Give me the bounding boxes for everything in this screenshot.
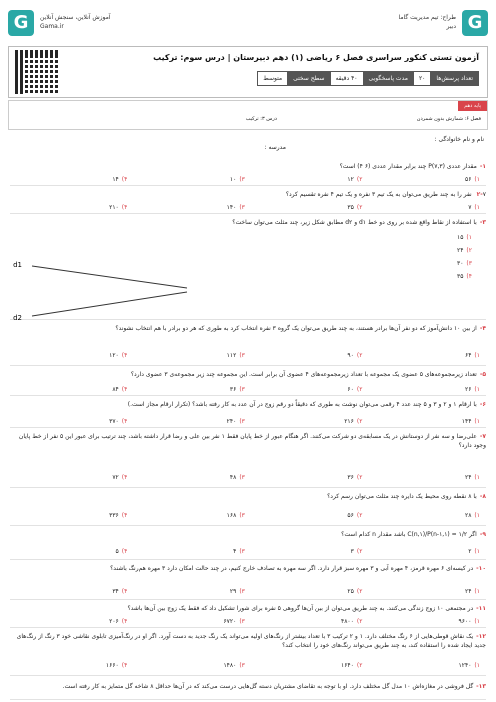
question-body: از بین ۱۰ دانش‌آموز که دو نفر آن‌ها برادر هستند، به چند طریق می‌توان یک گروه ۳ نفره انتخاب کرد به طوری که هر دو برادر با هم انتخاب نشوند؟ — [115, 325, 477, 332]
qr-code-icon — [15, 50, 59, 94]
answer-options — [16, 386, 480, 393]
option-value: ۴۸ — [229, 474, 237, 481]
option-value: ۹۶۰۰ — [458, 618, 472, 625]
option-number: ۳) — [239, 548, 245, 555]
answer-option-1[interactable] — [369, 662, 480, 669]
option-value: ۷۲ — [112, 474, 119, 481]
question-number: ۳- — [479, 219, 486, 226]
option-number: ۳) — [239, 588, 245, 595]
option-value: ۶۰ — [347, 386, 354, 393]
question-11 — [10, 602, 486, 628]
answer-option-4[interactable] — [16, 386, 127, 393]
answer-option-2[interactable] — [251, 386, 362, 393]
question-text — [16, 564, 486, 573]
option-value: ۲۴ — [464, 474, 472, 481]
gama-logo-icon-left: G — [8, 10, 34, 36]
question-text — [16, 604, 486, 613]
question-text — [16, 324, 486, 333]
answer-options — [16, 418, 480, 425]
school-label: مدرسه : — [264, 144, 286, 151]
question-text — [16, 400, 486, 409]
answer-option-1[interactable] — [369, 386, 480, 393]
question-10 — [10, 562, 486, 600]
designer-info — [399, 13, 456, 31]
option-value: ۵۶ — [464, 176, 472, 183]
answer-option-3[interactable] — [134, 418, 245, 425]
option-number: ۲) — [356, 474, 363, 481]
answer-option-2[interactable] — [251, 588, 362, 595]
meta-question-count-label: تعداد پرسش‌ها — [430, 72, 478, 85]
question-number: ۱۲- — [476, 633, 486, 640]
student-name-label: نام و نام خانوادگی : — [434, 136, 484, 143]
option-value: ۶۷۲۰ — [223, 618, 237, 625]
answer-option-3[interactable] — [134, 662, 245, 669]
line-d2 — [32, 292, 187, 316]
option-number: ۲) — [356, 386, 363, 393]
answer-options — [16, 176, 480, 183]
answer-option-1[interactable] — [369, 588, 480, 595]
option-number: ۱) — [474, 474, 480, 481]
option-number: ۴) — [121, 386, 128, 393]
question-body: با ۸ نقطه روی محیط یک دایره چند مثلث می‌توان رسم کرد؟ — [327, 493, 477, 500]
question-number: ۱۱- — [476, 605, 486, 612]
option-number: ۴) — [121, 352, 128, 359]
option-number: ۴) — [121, 588, 128, 595]
exam-info-box — [8, 46, 488, 98]
option-value: ۱۴ — [112, 176, 119, 183]
answer-options — [16, 588, 480, 595]
question-8 — [10, 490, 486, 526]
question-5 — [10, 368, 486, 396]
question-text — [16, 370, 486, 379]
option-value: ۲۶ — [464, 386, 472, 393]
question-body: در مجتمعی ۱۰ زوج زندگی می‌کنند. به چند طریق می‌توان از بین آن‌ها گروهی ۵ نفره برای شورا تشکیل داد که فقط یک زوج بین آن‌ها باشد؟ — [127, 605, 474, 612]
option-number: ۲) — [356, 176, 363, 183]
option-number: ۲) — [356, 548, 363, 555]
option-value: ۲۱۰ — [109, 204, 119, 211]
option-value: ۲۴۰ — [226, 418, 237, 425]
option-number: ۴) — [121, 176, 128, 183]
question-13 — [10, 680, 486, 700]
answer-option-1[interactable] — [369, 618, 480, 625]
exam-meta-bar — [257, 71, 479, 86]
question-number: ۱- — [479, 163, 486, 170]
meta-duration: ۴۰ دقیقه — [330, 72, 363, 85]
option-value: ۱۵ — [456, 234, 464, 241]
option-value: ۲۹ — [229, 588, 237, 595]
option-number: ۴) — [121, 548, 128, 555]
answer-option-1[interactable] — [457, 234, 472, 241]
question-body: یک نقاش قوطی‌هایی از ۶ رنگ مختلف دارد. ۱ و ۲ ترکیب ۳ با تعداد بیشتر از رنگ‌های اولیه می‌تواند یک رنگ جدید به دست آورد. اگر او در رنگ‌آمیزی تابلوی نقاشی خود ۳ رنگ از رنگ‌های جدید ایجاد شده را استفاده کند، به چند طریق می‌تواند رنگ‌های خود را انتخاب کند؟ — [16, 633, 486, 649]
line-d1 — [32, 266, 187, 288]
option-value: ۱۴۸۰ — [223, 662, 237, 669]
option-value: ۵ — [115, 548, 119, 555]
option-value: ۶۴ — [464, 352, 472, 359]
option-number: ۱) — [474, 662, 480, 669]
option-number: ۴) — [121, 618, 128, 625]
answer-options — [16, 618, 480, 625]
question-text — [16, 432, 486, 450]
option-value: ۳۷۰ — [109, 418, 119, 425]
answer-option-4[interactable] — [16, 662, 127, 669]
answer-options — [16, 548, 480, 555]
answer-option-3[interactable] — [134, 618, 245, 625]
option-number: ۱) — [474, 418, 480, 425]
meta-difficulty-label: سطح سختی — [287, 72, 329, 85]
meta-question-count: ۲۰ — [413, 72, 430, 85]
label-d1: d1 — [13, 261, 22, 269]
option-value: ۲۵ — [347, 588, 354, 595]
option-value: ۱۲۴۰ — [458, 662, 472, 669]
option-number: ۲) — [466, 247, 472, 254]
option-number: ۱) — [474, 548, 480, 555]
option-value: ۲۴ — [456, 247, 464, 254]
answer-option-2[interactable] — [251, 352, 362, 359]
answer-option-2[interactable] — [251, 474, 362, 481]
question-6 — [10, 398, 486, 428]
answer-option-2[interactable] — [251, 548, 362, 555]
answer-option-3[interactable] — [134, 352, 245, 359]
grade-tag: پایه دهم — [458, 101, 487, 111]
answer-option-3[interactable] — [134, 386, 245, 393]
meta-difficulty: متوسط — [263, 75, 283, 82]
answer-option-1[interactable] — [369, 418, 480, 425]
answer-option-3[interactable] — [134, 474, 245, 481]
section-box — [8, 100, 488, 130]
option-number: ۲) — [356, 618, 363, 625]
question-text — [16, 162, 486, 171]
answer-option-4[interactable] — [16, 204, 127, 211]
answer-option-4[interactable] — [16, 418, 127, 425]
chapter-label: فصل ۶: شمارش بدون شمردن — [416, 116, 481, 122]
meta-duration-label: مدت پاسخگویی — [363, 72, 413, 85]
question-12 — [10, 630, 486, 676]
option-value: ۲۸ — [464, 512, 472, 519]
question-body: علی‌رضا و سه نفر از دوستانش در یک مسابقه‌ی دو شرکت می‌کنند. اگر هنگام عبور از خط پایان فقط ۱ نفر بین علی و رضا قرار داشته باشد، چند ترتیب برای عبور این ۵ نفر از خط پایان وجود دارد؟ — [18, 433, 486, 449]
site-url: Gama.ir — [40, 23, 64, 30]
answer-option-1[interactable] — [369, 204, 480, 211]
answer-option-2[interactable] — [251, 618, 362, 625]
answer-option-4[interactable] — [16, 618, 127, 625]
answer-option-2[interactable] — [251, 512, 362, 519]
option-value: ۳۳۶ — [109, 512, 119, 519]
option-value: ۱۴۰ — [226, 204, 237, 211]
question-body: تعداد زیرمجموعه‌های ۵ عضوی یک مجموعه با تعداد زیرمجموعه‌های ۴ عضوی آن برابر است. این مجموعه چند زیر مجموعه‌ی ۳ عضوی دارد؟ — [130, 371, 477, 378]
option-value: ۳ — [350, 548, 354, 555]
option-number: ۴) — [121, 512, 128, 519]
option-number: ۳) — [239, 512, 245, 519]
option-number: ۴) — [121, 418, 128, 425]
question-body: مقدار عددی (۷,۳)P چند برابر مقدار عددی (۶ ۴) است؟ — [339, 163, 477, 170]
question-text — [16, 190, 486, 199]
option-number: ۱) — [474, 386, 480, 393]
option-number: ۴) — [121, 662, 128, 669]
option-number: ۱) — [474, 352, 480, 359]
question-2 — [10, 188, 486, 214]
question-1 — [10, 160, 486, 186]
answer-options — [457, 234, 472, 286]
option-number: ۲) — [356, 352, 363, 359]
option-value: ۱۰ — [229, 176, 237, 183]
question-number: ۱۳- — [476, 683, 486, 690]
option-number: ۴) — [121, 204, 128, 211]
lesson-label: درس ۳: ترکیب — [245, 116, 277, 122]
option-number: ۱) — [474, 176, 480, 183]
site-slogan: آموزش آنلاین، سنجش آنلاین — [40, 14, 111, 21]
answer-option-2[interactable] — [457, 247, 472, 254]
option-value: ۲۱۶ — [344, 418, 354, 425]
option-number: ۲) — [356, 512, 363, 519]
question-body: اگر ۱/۲ = C(n,۱)/P(n-۱,۱) باشد مقدار n کدام است؟ — [341, 531, 477, 538]
question-9 — [10, 528, 486, 560]
option-value: ۱۶۴۰ — [340, 662, 354, 669]
answer-options — [16, 352, 480, 359]
answer-option-4[interactable] — [16, 474, 127, 481]
label-d2: d2 — [13, 314, 22, 322]
answer-option-4[interactable] — [16, 352, 127, 359]
question-body: گل فروشی در مغازه‌اش ۱۰ مدل گل مختلف دارد. او با توجه به تقاضای مشتریان دسته گل‌هایی درست می‌کند که در آن‌ها حداقل ۸ شاخه گل متمایز به کار رفته است. — [62, 683, 474, 690]
option-value: ۳۵ — [456, 273, 464, 280]
option-number: ۳) — [239, 204, 245, 211]
page-header — [8, 10, 488, 44]
option-value: ۴ — [233, 548, 237, 555]
answer-option-2[interactable] — [251, 176, 362, 183]
option-value: ۸۴ — [112, 386, 119, 393]
question-text — [16, 218, 486, 227]
option-value: ۲۰۶ — [109, 618, 119, 625]
answer-options — [16, 474, 480, 481]
option-number: ۲) — [356, 418, 363, 425]
teacher-line: دبیر — [446, 23, 456, 30]
option-number: ۱) — [474, 512, 480, 519]
option-value: ۱۶۸ — [226, 512, 237, 519]
question-7 — [10, 430, 486, 488]
option-number: ۴) — [121, 474, 128, 481]
question-number: ۹- — [479, 531, 486, 538]
option-value: ۳۴ — [112, 588, 119, 595]
question-body: ۷ نفر را به چند طریق می‌توان به یک تیم ۳ نفره و یک تیم ۴ نفره تقسیم کرد؟ — [285, 191, 486, 198]
answer-option-1[interactable] — [369, 548, 480, 555]
question-number: ۱۰- — [476, 565, 486, 572]
option-number: ۳) — [239, 618, 245, 625]
option-value: ۳۶ — [229, 386, 237, 393]
option-number: ۳) — [239, 176, 245, 183]
site-info — [40, 13, 111, 31]
option-number: ۲) — [356, 662, 363, 669]
answer-option-1[interactable] — [369, 176, 480, 183]
option-value: ۳۶ — [347, 474, 354, 481]
option-number: ۳) — [239, 662, 245, 669]
question-number: ۶- — [479, 401, 486, 408]
option-value: ۱۱۲ — [226, 352, 237, 359]
option-value: ۹۰ — [347, 352, 354, 359]
option-number: ۴) — [466, 273, 472, 280]
answer-option-4[interactable] — [16, 588, 127, 595]
question-body: با استفاده از نقاط واقع شده بر روی دو خط d۱ و d۲ مطابق شکل زیر، چند مثلث می‌توان ساخت؟ — [232, 219, 477, 226]
option-number: ۱) — [474, 588, 480, 595]
option-value: ۱۲ — [347, 176, 354, 183]
answer-option-3[interactable] — [134, 548, 245, 555]
answer-option-1[interactable] — [369, 474, 480, 481]
option-value: ۱۲۰ — [109, 352, 119, 359]
option-value: ۷ — [468, 204, 472, 211]
answer-option-4[interactable] — [16, 176, 127, 183]
answer-option-3[interactable] — [134, 176, 245, 183]
option-value: ۴۸۰۰ — [340, 618, 354, 625]
question-number: ۷- — [479, 433, 486, 440]
question-text — [16, 492, 486, 501]
answer-options — [16, 204, 480, 211]
option-value: ۱۴۴ — [461, 418, 472, 425]
option-number: ۳) — [466, 260, 472, 267]
question-4 — [10, 322, 486, 366]
question-number: ۵- — [479, 371, 486, 378]
answer-option-3[interactable] — [134, 512, 245, 519]
exam-title: آزمون تستی کنکور سراسری فصل ۶ ریاضی (۱) دهم دبیرستان | درس سوم: ترکیب — [153, 53, 479, 62]
answer-option-3[interactable] — [134, 588, 245, 595]
question-number: ۸- — [479, 493, 486, 500]
option-number: ۱) — [474, 204, 480, 211]
question-text — [16, 530, 486, 539]
option-value: ۱۶۶۰ — [105, 662, 119, 669]
answer-options — [16, 512, 480, 519]
option-number: ۱) — [466, 234, 472, 241]
question-text — [16, 632, 486, 650]
question-body: در کیسه‌ای ۶ مهره قرمز، ۴ مهره آبی و ۳ مهره سبز قرار دارد. اگر سه مهره به تصادف خارج کنیم، در چند حالت امکان دارد ۳ مهره هم‌رنگ باشند؟ — [110, 565, 474, 572]
option-number: ۳) — [239, 386, 245, 393]
answer-option-2[interactable] — [251, 418, 362, 425]
answer-option-4[interactable] — [457, 273, 472, 280]
option-value: ۳۰ — [456, 260, 464, 267]
answer-option-4[interactable] — [16, 512, 127, 519]
answer-option-2[interactable] — [251, 204, 362, 211]
option-number: ۳) — [239, 352, 245, 359]
option-value: ۲۴ — [464, 588, 472, 595]
question-number: ۴- — [479, 325, 486, 332]
question-number: ۲- — [476, 191, 483, 198]
option-value: ۵۶ — [347, 512, 354, 519]
option-number: ۲) — [356, 204, 363, 211]
answer-option-4[interactable] — [16, 548, 127, 555]
option-number: ۳) — [239, 418, 245, 425]
answer-option-2[interactable] — [251, 662, 362, 669]
question-text — [16, 682, 486, 691]
option-value: ۳۵ — [347, 204, 354, 211]
designer-line: طراح: تیم مدیریت گاما — [398, 14, 456, 21]
two-lines-diagram — [13, 258, 192, 322]
option-number: ۳) — [239, 474, 245, 481]
answer-option-3[interactable] — [457, 260, 472, 267]
question-body: با ارقام ۱ و ۲ و ۳ و ۵ چند عدد ۴ رقمی می‌توان نوشت به طوری که دقیقاً دو رقم زوج در آن عدد به کار رفته باشد؟ (تکرار ارقام مجاز است.) — [127, 401, 477, 408]
answer-option-1[interactable] — [369, 512, 480, 519]
answer-option-1[interactable] — [369, 352, 480, 359]
answer-options — [16, 662, 480, 669]
option-number: ۱) — [474, 618, 480, 625]
option-value: ۲ — [468, 548, 472, 555]
answer-option-3[interactable] — [134, 204, 245, 211]
option-number: ۲) — [356, 588, 363, 595]
gama-logo-icon: G — [462, 10, 488, 36]
